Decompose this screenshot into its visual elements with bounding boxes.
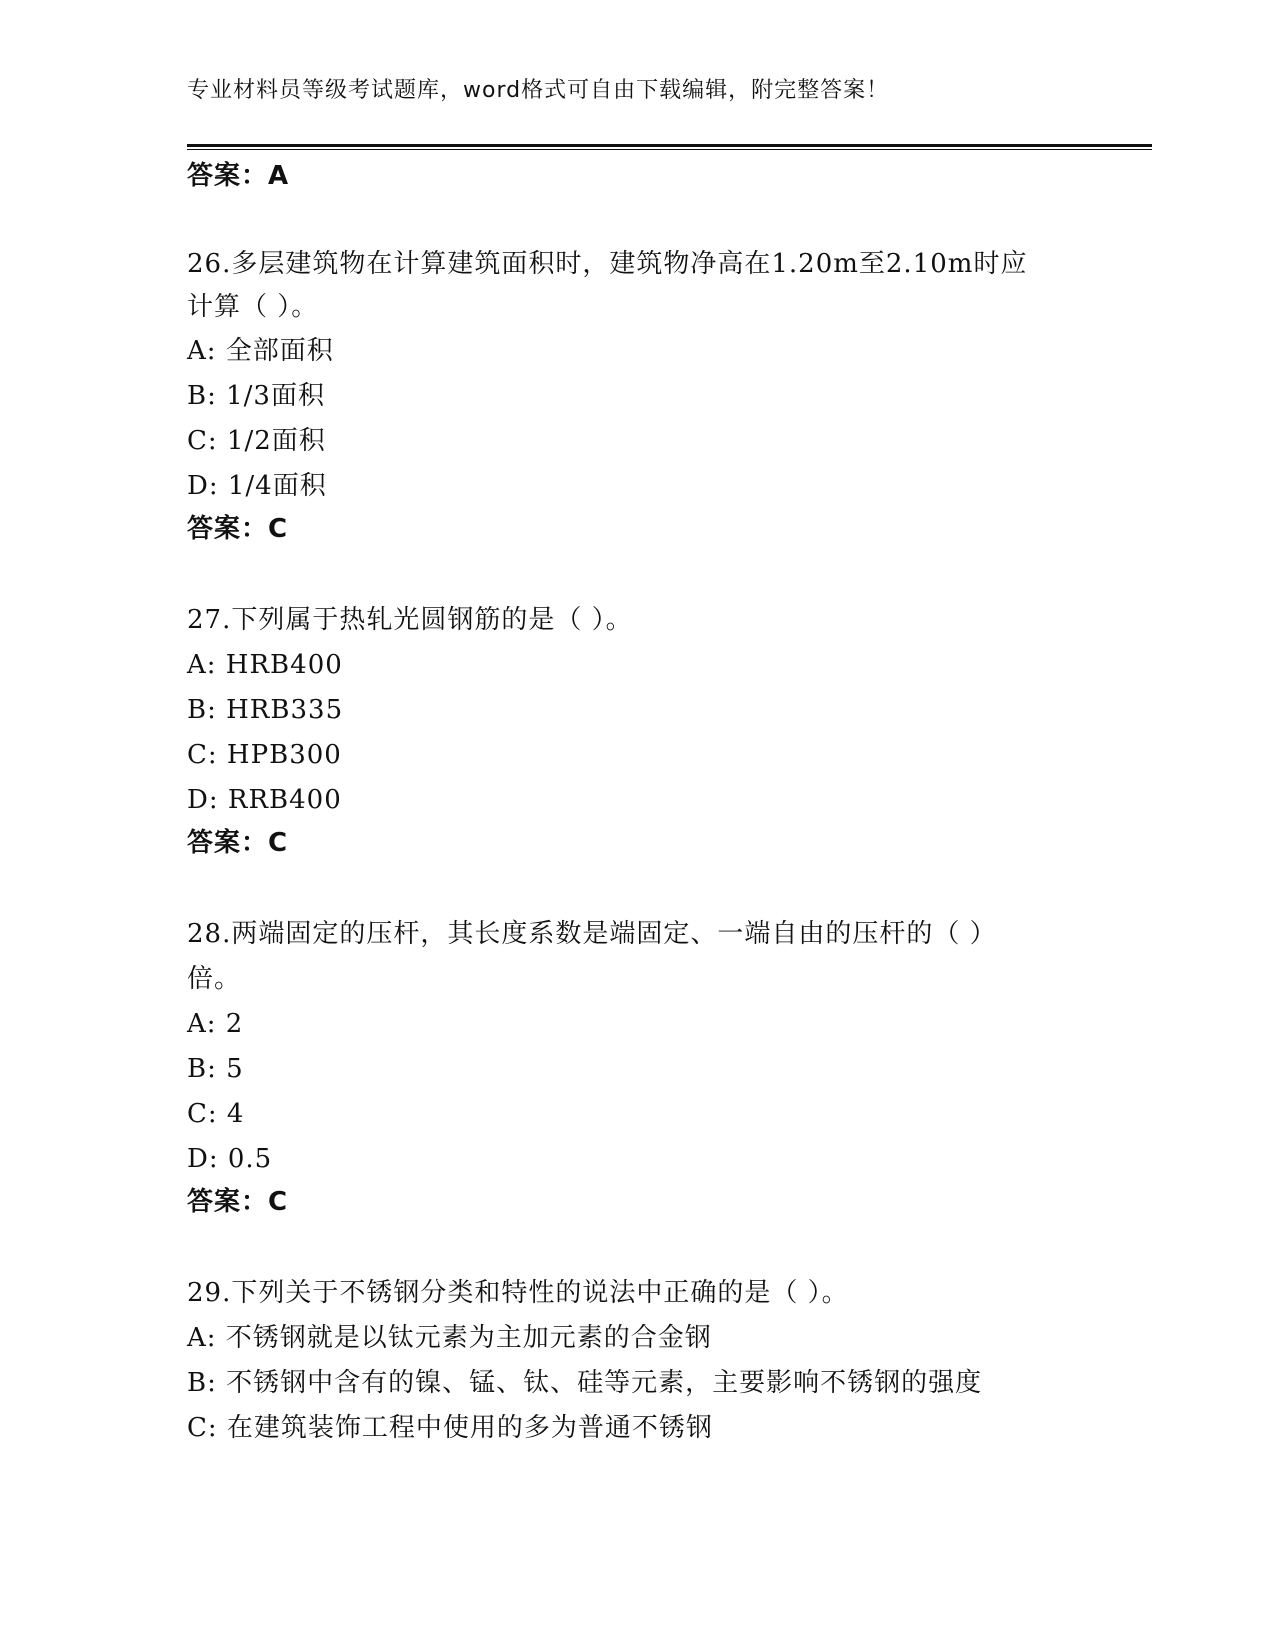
option-a: A: 全部面积	[187, 336, 334, 366]
option-c: C: 1/2面积	[187, 426, 326, 456]
answer-line: 答案：C	[187, 514, 289, 544]
option-a: A: HRB400	[187, 650, 343, 680]
option-b: B: 不锈钢中含有的镍、锰、钛、硅等元素，主要影响不锈钢的强度	[187, 1368, 983, 1398]
option-c: C: 4	[187, 1099, 245, 1129]
question-text: 26.多层建筑物在计算建筑面积时，建筑物净高在1.20m至2.10m时应	[187, 249, 1028, 279]
answer-line: 答案：C	[187, 828, 289, 858]
question-text-continued: 倍。	[187, 964, 242, 994]
answer-line: 答案：A	[187, 161, 290, 191]
option-d: D: RRB400	[187, 785, 342, 815]
header-rule-thick	[187, 144, 1152, 147]
question-text-continued: 计算（ ）。	[187, 292, 319, 322]
question-text: 28.两端固定的压杆，其长度系数是端固定、一端自由的压杆的（ ）	[187, 919, 997, 949]
option-d: D: 0.5	[187, 1144, 273, 1174]
option-a: A: 不锈钢就是以钛元素为主加元素的合金钢	[187, 1323, 712, 1353]
answer-line: 答案：C	[187, 1187, 289, 1217]
option-a: A: 2	[187, 1009, 244, 1039]
option-c: C: 在建筑装饰工程中使用的多为普通不锈钢	[187, 1413, 713, 1443]
page-header: 专业材料员等级考试题库，word格式可自由下载编辑，附完整答案！	[187, 78, 890, 103]
question-text: 27.下列属于热轧光圆钢筋的是（ ）。	[187, 605, 633, 635]
option-d: D: 1/4面积	[187, 471, 327, 501]
option-b: B: 1/3面积	[187, 381, 325, 411]
question-text: 29.下列关于不锈钢分类和特性的说法中正确的是（ ）。	[187, 1278, 849, 1308]
option-b: B: 5	[187, 1054, 244, 1084]
option-b: B: HRB335	[187, 695, 344, 725]
header-rule-thin	[187, 149, 1152, 150]
option-c: C: HPB300	[187, 740, 342, 770]
